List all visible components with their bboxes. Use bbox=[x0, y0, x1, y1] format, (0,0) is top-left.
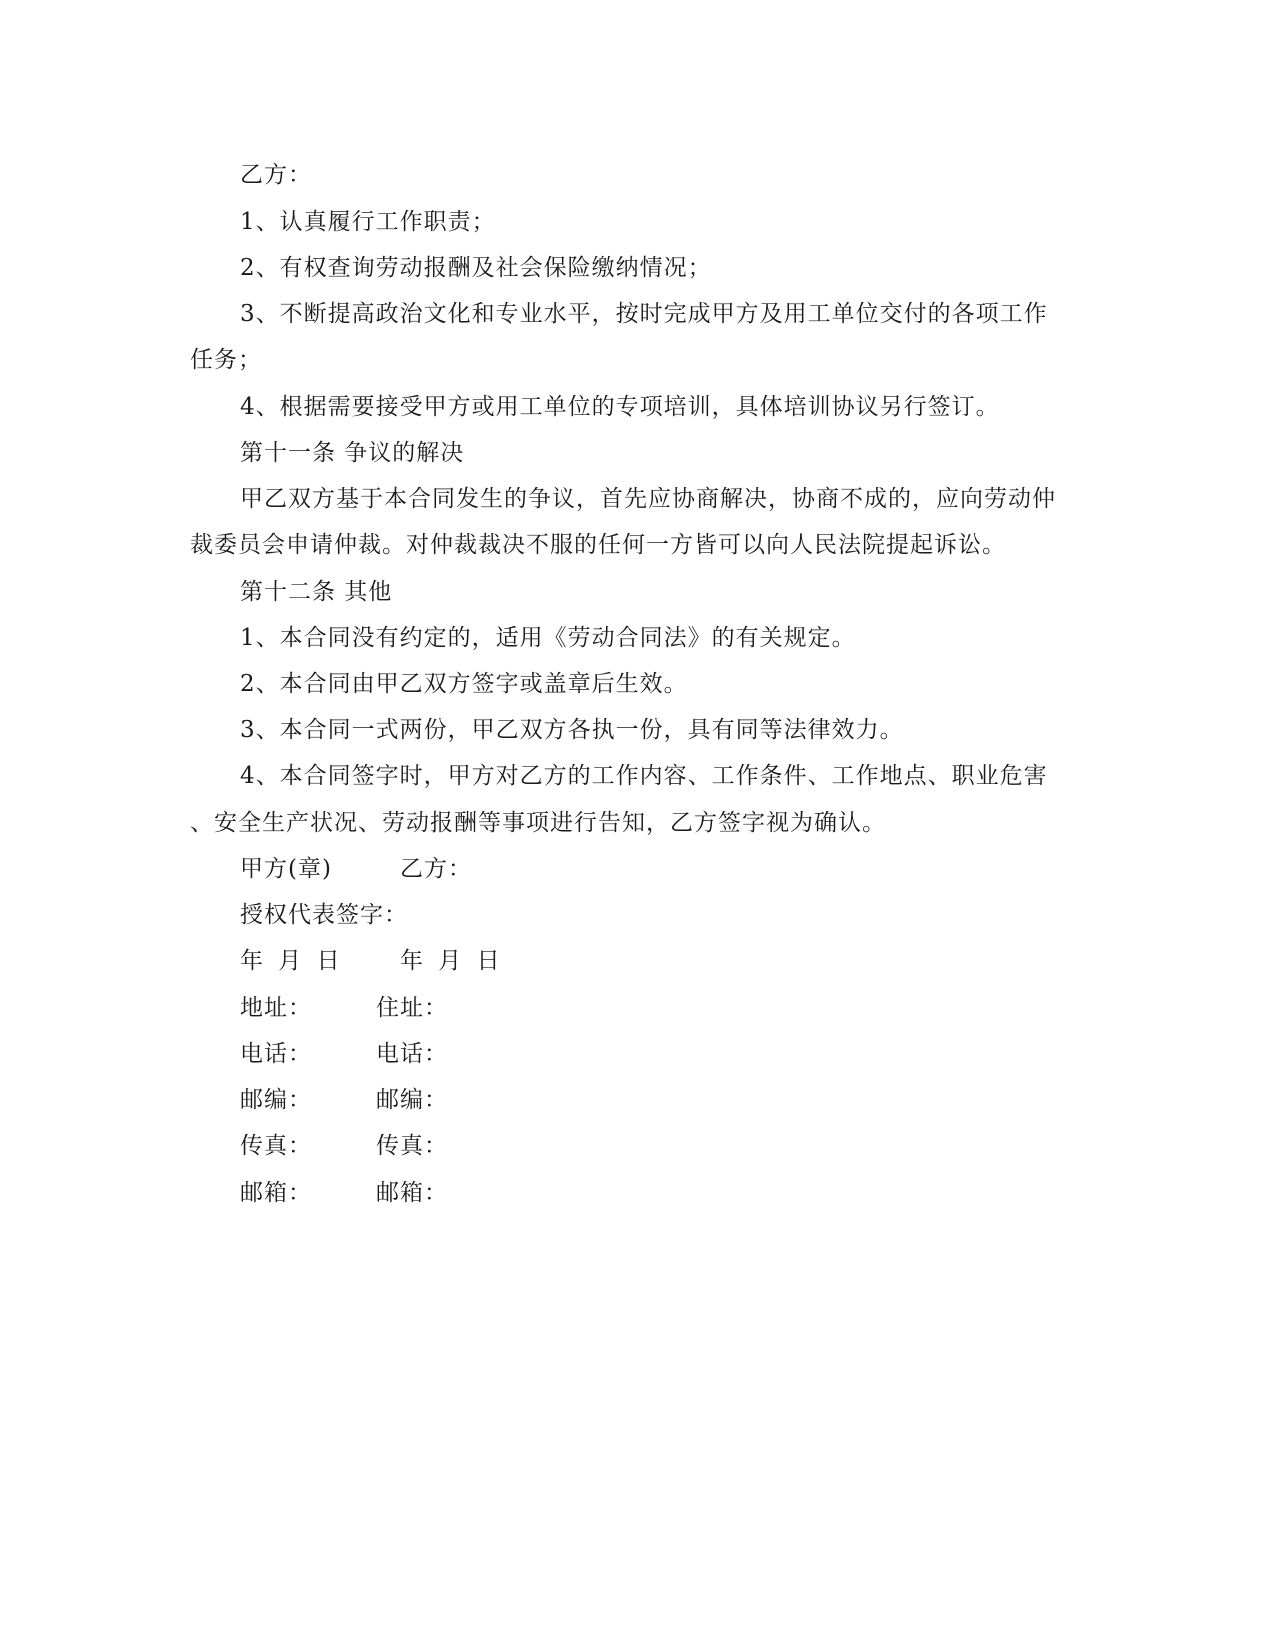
date-party-b: 年 月 日 bbox=[400, 948, 501, 974]
contact-residence-label: 住址： bbox=[376, 995, 448, 1021]
contact-phone-label-a: 电话： bbox=[240, 1041, 312, 1067]
contact-fax-label-a: 传真： bbox=[240, 1133, 312, 1159]
party-b-duty-4: 4、根据需要接受甲方或用工单位的专项培训，具体培训协议另行签订。 bbox=[240, 394, 1000, 420]
article-12-item-1: 1、本合同没有约定的，适用《劳动合同法》的有关规定。 bbox=[240, 625, 856, 651]
party-b-duty-3: 3、不断提高政治文化和专业水平，按时完成甲方及用工单位交付的各项工作 bbox=[240, 301, 1048, 327]
article-12-title: 第十二条 其他 bbox=[240, 579, 393, 605]
party-b-duty-1: 1、认真履行工作职责； bbox=[240, 209, 496, 235]
contact-postcode-label-a: 邮编： bbox=[240, 1087, 312, 1113]
date-party-a: 年 月 日 bbox=[240, 948, 341, 974]
article-11-title: 第十一条 争议的解决 bbox=[240, 440, 465, 466]
article-12-item-4: 4、本合同签字时，甲方对乙方的工作内容、工作条件、工作地点、职业危害 bbox=[240, 763, 1048, 789]
party-b-heading: 乙方： bbox=[240, 162, 312, 188]
contact-postcode-label-b: 邮编： bbox=[376, 1087, 448, 1113]
contact-email-label-b: 邮箱： bbox=[376, 1180, 448, 1206]
party-b-duty-2: 2、有权查询劳动报酬及社会保险缴纳情况； bbox=[240, 255, 712, 281]
contact-phone-label-b: 电话： bbox=[376, 1041, 448, 1067]
article-12-item-3: 3、本合同一式两份，甲乙双方各执一份，具有同等法律效力。 bbox=[240, 717, 904, 743]
article-12-item-4-cont: 、安全生产状况、劳动报酬等事项进行告知，乙方签字视为确认。 bbox=[190, 810, 886, 836]
signature-party-a: 甲方(章) bbox=[240, 856, 332, 882]
signature-party-b: 乙方： bbox=[400, 856, 472, 882]
authorized-rep-signature: 授权代表签字： bbox=[240, 902, 408, 928]
article-12-item-2: 2、本合同由甲乙双方签字或盖章后生效。 bbox=[240, 671, 688, 697]
article-11-body-2: 裁委员会申请仲裁。对仲裁裁决不服的任何一方皆可以向人民法院提起诉讼。 bbox=[190, 532, 1006, 558]
article-11-body-1: 甲乙双方基于本合同发生的争议，首先应协商解决，协商不成的，应向劳动仲 bbox=[240, 486, 1056, 512]
contact-fax-label-b: 传真： bbox=[376, 1133, 448, 1159]
contact-email-label-a: 邮箱： bbox=[240, 1180, 312, 1206]
party-b-duty-3-cont: 任务； bbox=[190, 347, 262, 373]
contact-address-label: 地址： bbox=[240, 995, 312, 1021]
